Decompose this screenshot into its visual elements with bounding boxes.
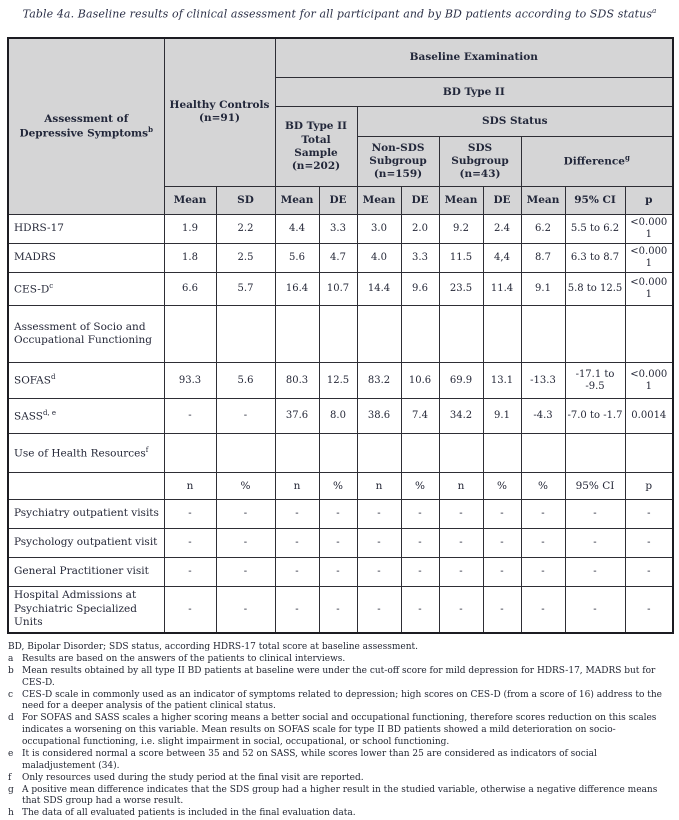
cell (275, 434, 319, 473)
cell: 9.2 (439, 215, 483, 244)
cell: 95% CI (565, 473, 625, 500)
cell: - (164, 587, 216, 633)
header-stat-nonsds-mean: Mean (357, 187, 401, 215)
section-row (8, 434, 673, 473)
footnote-letter: h (8, 808, 14, 819)
cell: 4,4 (483, 244, 521, 273)
footnote-letter: c (8, 689, 14, 700)
cell: 5.6 (216, 363, 275, 399)
header-difference (521, 137, 673, 187)
header-stat-hc-mean: Mean (164, 187, 216, 215)
cell: - (401, 587, 439, 633)
cell: 3.0 (357, 215, 401, 244)
cell: - (319, 558, 357, 587)
cell: 14.4 (357, 273, 401, 306)
table-row (8, 558, 673, 587)
header-assessment-superscript: b (148, 124, 153, 134)
cell (275, 306, 319, 363)
cell: 10.7 (319, 273, 357, 306)
table-row (8, 363, 673, 399)
cell: - (483, 587, 521, 633)
table-row (8, 244, 673, 273)
header-baseline-examination: Baseline Examination (275, 38, 673, 78)
cell: 23.5 (439, 273, 483, 306)
cell: - (357, 587, 401, 633)
cell: - (625, 587, 673, 633)
cell: - (216, 587, 275, 633)
cell (565, 306, 625, 363)
cell (625, 306, 673, 363)
cell (401, 434, 439, 473)
cell: - (625, 500, 673, 529)
cell: <0.0001 (625, 244, 673, 273)
cell (319, 306, 357, 363)
footnotes (8, 642, 671, 820)
cell: % (521, 473, 565, 500)
footnote-item (8, 773, 671, 785)
cell: 4.7 (319, 244, 357, 273)
cell: % (401, 473, 439, 500)
cell: - (625, 558, 673, 587)
cell (357, 306, 401, 363)
cell: -4.3 (521, 399, 565, 434)
cell: 9.6 (401, 273, 439, 306)
cell: 69.9 (439, 363, 483, 399)
cell: <0.0001 (625, 215, 673, 244)
cell: - (565, 587, 625, 633)
cell: - (483, 500, 521, 529)
cell: - (521, 587, 565, 633)
header-bd-type-ii: BD Type II (275, 78, 673, 107)
header-sds-subgroup: SDS Subgroup (n=43) (439, 137, 521, 187)
footnote-text: Only resources used during the study period at the final visit are reported. (22, 772, 364, 783)
cell: % (216, 473, 275, 500)
cell: - (401, 558, 439, 587)
cell: 5.5 to 6.2 (565, 215, 625, 244)
cell: 0.0014 (625, 399, 673, 434)
header-stat-hc-sd: SD (216, 187, 275, 215)
cell: n (357, 473, 401, 500)
cell: - (275, 558, 319, 587)
cell (483, 306, 521, 363)
header-non-sds-subgroup: Non-SDS Subgroup (n=159) (357, 137, 439, 187)
cell: - (164, 529, 216, 558)
cell: - (216, 399, 275, 434)
cell: 5.7 (216, 273, 275, 306)
cell: - (483, 558, 521, 587)
footnote-text: CES-D scale in commonly used as an indicator of symptoms related to depression; high scores on CES-D (from a score of 16) address to the need for a deeper analysis of the patient clinical status. (22, 689, 662, 712)
row-label: MADRS (8, 244, 164, 273)
cell: - (319, 529, 357, 558)
footnote-letter: g (8, 784, 14, 795)
cell: 1.9 (164, 215, 216, 244)
section-row (8, 306, 673, 363)
cell: 11.4 (483, 273, 521, 306)
footnote-item (8, 690, 671, 714)
cell (401, 306, 439, 363)
footnote-letter: d (8, 713, 14, 724)
header-stat-bd-mean: Mean (275, 187, 319, 215)
cell: 16.4 (275, 273, 319, 306)
footnote-list (8, 654, 671, 820)
cell (164, 434, 216, 473)
cell: n (164, 473, 216, 500)
cell (216, 434, 275, 473)
header-row-1 (8, 38, 673, 78)
row-label: Hospital Admissions at Psychiatric Specialized Units (8, 587, 164, 633)
table-title-text: Table 4a. Baseline results of clinical assessment for all participant and by BD patients according to SDS status (22, 7, 653, 21)
cell (319, 434, 357, 473)
table-title-superscript: a (652, 7, 657, 15)
cell: - (216, 529, 275, 558)
cell: - (275, 529, 319, 558)
cell: 10.6 (401, 363, 439, 399)
cell: - (439, 587, 483, 633)
table-row (8, 529, 673, 558)
cell (521, 434, 565, 473)
cell: - (565, 558, 625, 587)
footnote-text: The data of all evaluated patients is included in the final evaluation data. (22, 808, 356, 819)
cell: n (275, 473, 319, 500)
cell: - (483, 529, 521, 558)
footnote-item (8, 749, 671, 773)
row-label (8, 473, 164, 500)
cell: - (275, 587, 319, 633)
cell: - (565, 500, 625, 529)
cell (625, 434, 673, 473)
footnote-text: Results are based on the answers of the patients to clinical interviews. (22, 653, 346, 664)
table-header (8, 38, 673, 215)
header-sds-status: SDS Status (357, 107, 673, 137)
cell: 8.7 (521, 244, 565, 273)
table-row (8, 273, 673, 306)
cell: <0.0001 (625, 363, 673, 399)
cell: -7.0 to -1.7 (565, 399, 625, 434)
table-title (0, 0, 679, 21)
header-stat-bd-de: DE (319, 187, 357, 215)
cell: 6.3 to 8.7 (565, 244, 625, 273)
row-label: SASS$^{d, e}$ (8, 399, 164, 434)
header-healthy-controls: Healthy Controls (n=91) (164, 38, 275, 187)
cell: 34.2 (439, 399, 483, 434)
cell: - (319, 587, 357, 633)
cell: 93.3 (164, 363, 216, 399)
footnote-text: It is considered normal a score between 35 and 52 on SASS, while scores lower than 25 are considered as indicators of social maladjustement (34). (22, 748, 597, 771)
footnote-item (8, 808, 671, 820)
cell: - (164, 399, 216, 434)
cell: 3.3 (401, 244, 439, 273)
footnote-letter: e (8, 748, 14, 759)
row-label: HDRS-17 (8, 215, 164, 244)
cell: 83.2 (357, 363, 401, 399)
cell: - (439, 500, 483, 529)
header-stat-p: p (625, 187, 673, 215)
footnote-item (8, 713, 671, 749)
cell: 2.2 (216, 215, 275, 244)
cell: 6.6 (164, 273, 216, 306)
row-label: General Practitioner visit (8, 558, 164, 587)
footnote-item (8, 654, 671, 666)
row-label: CES-$D^c$ (8, 273, 164, 306)
header-stat-nonsds-de: DE (401, 187, 439, 215)
row-label: Use of Health Resources$^f$ (8, 434, 164, 473)
cell: - (164, 558, 216, 587)
cell: - (164, 500, 216, 529)
clinical-assessment-table (7, 37, 674, 634)
cell: 2.4 (483, 215, 521, 244)
cell (483, 434, 521, 473)
cell: p (625, 473, 673, 500)
footnote-item (8, 785, 671, 809)
footnote-intro: BD, Bipolar Disorder; SDS status, according HDRS-17 total score at baseline assessment. (8, 642, 418, 653)
cell: - (357, 558, 401, 587)
cell: 7.4 (401, 399, 439, 434)
footnote-text: Mean results obtained by all type II BD patients at baseline were under the cut-off score for mild depression for HDRS-17, MADRS but for CES-D. (22, 665, 656, 688)
cell (439, 434, 483, 473)
cell: 4.0 (357, 244, 401, 273)
cell (357, 434, 401, 473)
row-label: Psychology outpatient visit (8, 529, 164, 558)
header-difference-label: Difference (563, 155, 625, 168)
cell: 3.3 (319, 215, 357, 244)
cell: 9.1 (521, 273, 565, 306)
cell (565, 434, 625, 473)
cell: 6.2 (521, 215, 565, 244)
cell (521, 306, 565, 363)
cell: 5.8 to 12.5 (565, 273, 625, 306)
cell: % (319, 473, 357, 500)
table-row (8, 399, 673, 434)
cell: - (357, 529, 401, 558)
header-difference-superscript: g (625, 153, 630, 163)
table-body (8, 215, 673, 633)
header-bd-total-sample: BD Type II Total Sample (n=202) (275, 107, 357, 187)
header-assessment-label: Assessment of Depressive Symptoms (19, 112, 149, 140)
cell: - (216, 558, 275, 587)
cell: 38.6 (357, 399, 401, 434)
cell: - (401, 500, 439, 529)
cell: <0.0001 (625, 273, 673, 306)
footnote-letter: f (8, 772, 12, 783)
cell: - (275, 500, 319, 529)
cell: 8.0 (319, 399, 357, 434)
cell: 11.5 (439, 244, 483, 273)
header-stat-95ci: 95% CI (565, 187, 625, 215)
cell: 80.3 (275, 363, 319, 399)
cell: 13.1 (483, 363, 521, 399)
cell (439, 306, 483, 363)
cell: - (439, 558, 483, 587)
cell: 9.1 (483, 399, 521, 434)
row-label: Psychiatry outpatient visits (8, 500, 164, 529)
cell: - (401, 529, 439, 558)
table-row (8, 215, 673, 244)
cell: - (319, 500, 357, 529)
cell: - (521, 500, 565, 529)
footnote-text: For SOFAS and SASS scales a higher scoring means a better social and occupational functioning, therefore scores reduction on this scales indicates a worsening on this variable. Mean results on SOFAS scale for type II BD patients showed a mild deterioration on socio-occupational functioning, i.e. slight impairment in social, occupational, or school functioning. (22, 713, 657, 748)
cell (164, 306, 216, 363)
footnote-item (8, 666, 671, 690)
row-label: SOFAS$^d$ (8, 363, 164, 399)
footnote-text: A positive mean difference indicates that the SDS group had a higher result in the studied variable, otherwise a negative difference means that SDS group had a worse result. (22, 784, 658, 807)
cell: 5.6 (275, 244, 319, 273)
cell: - (357, 500, 401, 529)
header-assessment-of-depressive-symptoms (8, 38, 164, 215)
cell: - (521, 529, 565, 558)
table-row (8, 500, 673, 529)
cell: 2.5 (216, 244, 275, 273)
header-stat-sds-de: DE (483, 187, 521, 215)
row-label: Assessment of Socio and Occupational Functioning (8, 306, 164, 363)
cell: - (439, 529, 483, 558)
cell: -13.3 (521, 363, 565, 399)
cell: 2.0 (401, 215, 439, 244)
header-stat-diff-mean: Mean (521, 187, 565, 215)
footnote-letter: a (8, 653, 14, 664)
table-row (8, 587, 673, 633)
cell: 1.8 (164, 244, 216, 273)
cell: % (483, 473, 521, 500)
cell: - (216, 500, 275, 529)
cell: -17.1 to -9.5 (565, 363, 625, 399)
subheader-row (8, 473, 673, 500)
cell: 12.5 (319, 363, 357, 399)
header-stat-sds-mean: Mean (439, 187, 483, 215)
cell: n (439, 473, 483, 500)
cell: - (625, 529, 673, 558)
cell: - (521, 558, 565, 587)
cell: 37.6 (275, 399, 319, 434)
cell: - (565, 529, 625, 558)
cell (216, 306, 275, 363)
footnote-letter: b (8, 665, 14, 676)
cell: 4.4 (275, 215, 319, 244)
